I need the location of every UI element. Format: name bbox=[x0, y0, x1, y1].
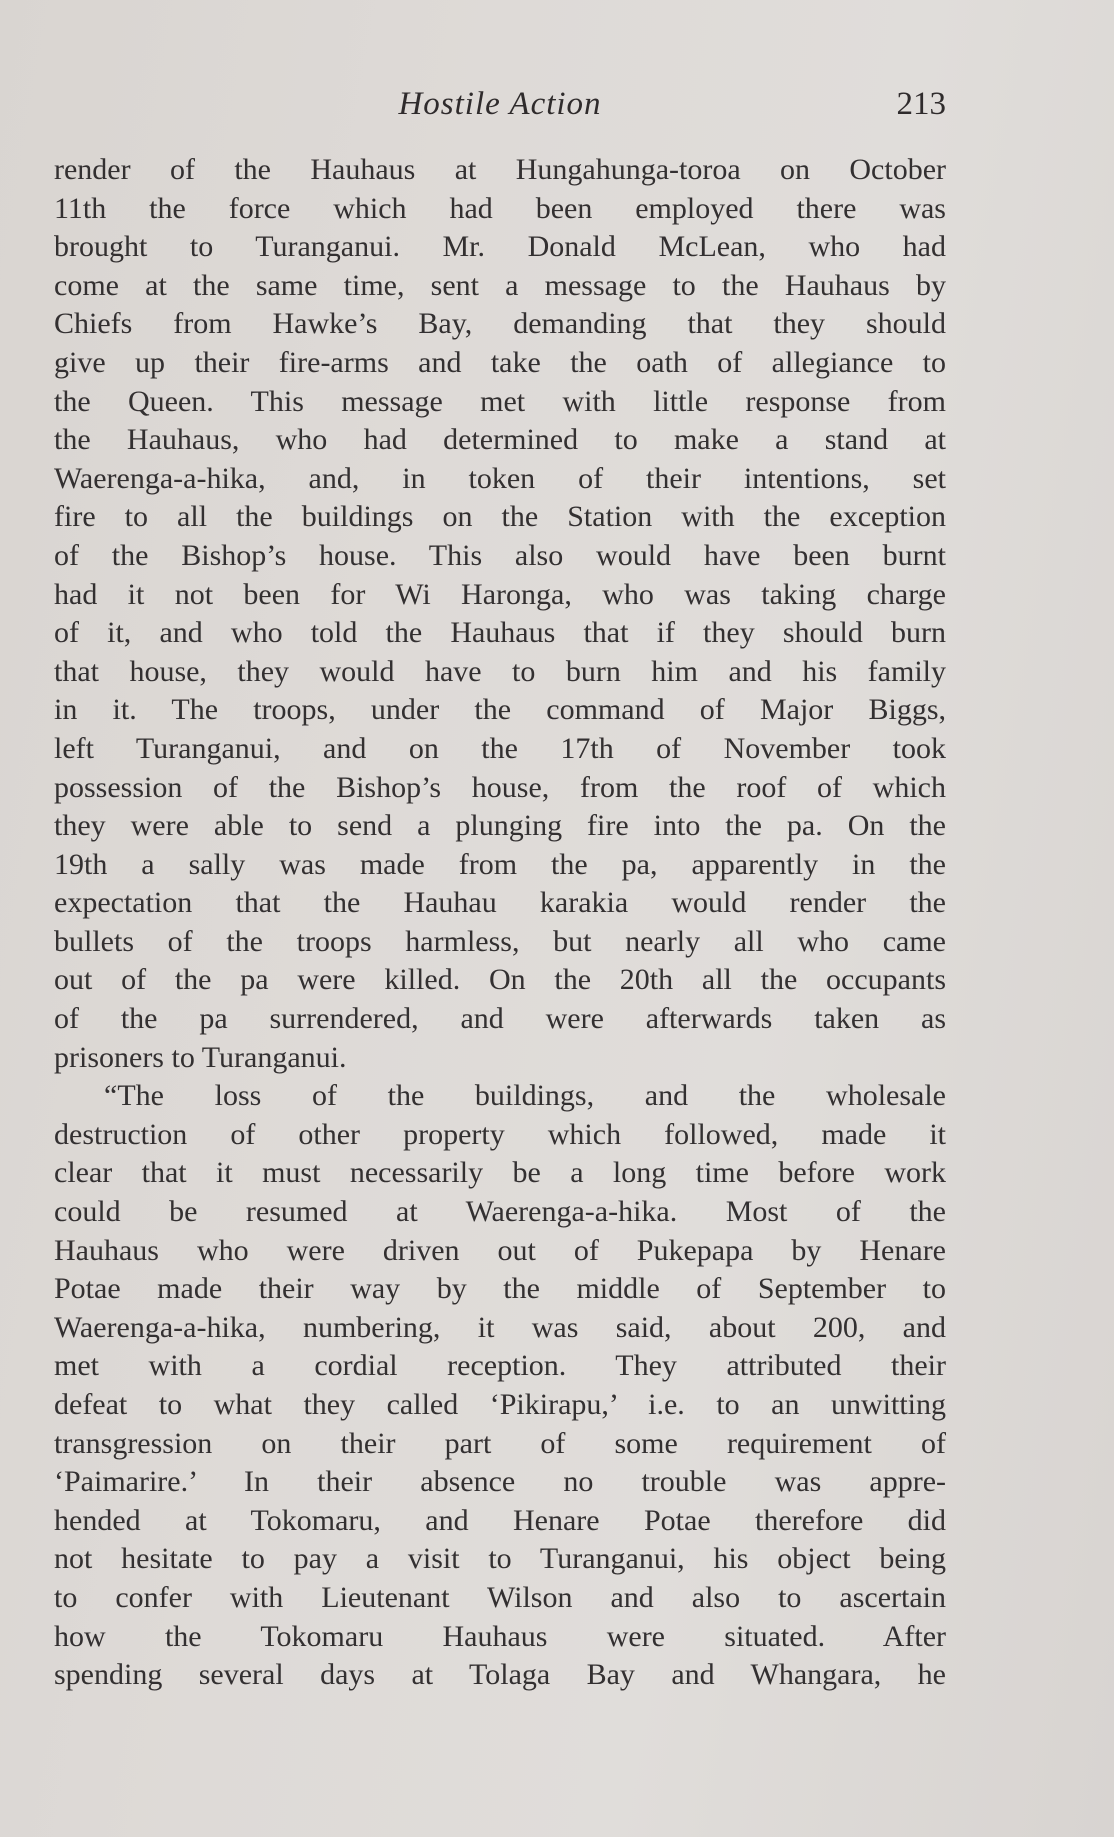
text-line: Waerenga-a-hika, numbering, it was said, about 200, and bbox=[54, 1310, 946, 1344]
text-line: that house, they would have to burn him and his family bbox=[54, 654, 946, 688]
text-line: had it not been for Wi Haronga, who was taking charge bbox=[54, 577, 946, 611]
text-line: destruction of other property which followed, made it bbox=[54, 1117, 946, 1151]
text-line: expectation that the Hauhau karakia would render the bbox=[54, 886, 946, 920]
text-line: 19th a sally was made from the pa, apparently in the bbox=[54, 847, 946, 881]
text-line: to confer with Lieutenant Wilson and also to ascertain bbox=[54, 1580, 946, 1614]
text-line: defeat to what they called ‘Pikirapu,’ i.e. to an unwitting bbox=[54, 1388, 946, 1421]
text-line: met with a cordial reception. They attributed their bbox=[54, 1349, 946, 1383]
page-number: 213 bbox=[896, 86, 946, 122]
running-title: Hostile Action bbox=[398, 86, 602, 122]
paragraph-start-line: “The loss of the buildings, and the wholesale bbox=[104, 1079, 946, 1113]
text-line: render of the Hauhaus at Hungahunga-toroa on October bbox=[54, 153, 946, 186]
text-line: Potae made their way by the middle of September to bbox=[54, 1272, 946, 1306]
text-line: the Queen. This message met with little response from bbox=[54, 384, 946, 418]
text-line: left Turanganui, and on the 17th of November took bbox=[54, 731, 946, 765]
paragraph-end-line: prisoners to Turanganui. bbox=[54, 1040, 347, 1074]
text-line: spending several days at Tolaga Bay and Whangara, he bbox=[54, 1658, 946, 1692]
text-line: out of the pa were killed. On the 20th all the occupants bbox=[54, 963, 946, 997]
text-line: ‘Paimarire.’ In their absence no trouble was appre- bbox=[54, 1465, 946, 1499]
text-line: brought to Turanganui. Mr. Donald McLean, who had bbox=[54, 230, 946, 264]
body-text bbox=[54, 151, 946, 1695]
text-line: in it. The troops, under the command of Major Biggs, bbox=[54, 693, 946, 727]
text-line: how the Tokomaru Hauhaus were situated. After bbox=[54, 1619, 946, 1653]
text-line: come at the same time, sent a message to the Hauhaus by bbox=[54, 268, 946, 302]
text-line: transgression on their part of some requirement of bbox=[54, 1426, 946, 1460]
text-line: of the Bishop’s house. This also would have been burnt bbox=[54, 538, 946, 572]
text-line: possession of the Bishop’s house, from the roof of which bbox=[54, 770, 946, 804]
text-line: the Hauhaus, who had determined to make a stand at bbox=[54, 423, 946, 457]
text-line: of the pa surrendered, and were afterwards taken as bbox=[54, 1002, 946, 1036]
text-line: Waerenga-a-hika, and, in token of their intentions, set bbox=[54, 461, 946, 495]
page-header bbox=[54, 86, 946, 130]
text-line: Chiefs from Hawke’s Bay, demanding that they should bbox=[54, 307, 946, 341]
text-line: not hesitate to pay a visit to Turanganui, his object being bbox=[54, 1542, 946, 1576]
text-line: of it, and who told the Hauhaus that if they should burn bbox=[54, 616, 946, 650]
text-line: could be resumed at Waerenga-a-hika. Most of the bbox=[54, 1195, 946, 1229]
text-line: they were able to send a plunging fire into the pa. On the bbox=[54, 809, 946, 843]
text-line: 11th the force which had been employed there was bbox=[54, 191, 946, 225]
text-line: give up their fire-arms and take the oath of allegiance to bbox=[54, 345, 946, 379]
text-line: bullets of the troops harmless, but nearly all who came bbox=[54, 924, 946, 958]
text-line: hended at Tokomaru, and Henare Potae therefore did bbox=[54, 1503, 946, 1537]
text-line: clear that it must necessarily be a long time before work bbox=[54, 1156, 946, 1190]
text-line: fire to all the buildings on the Station with the exception bbox=[54, 500, 946, 534]
text-line: Hauhaus who were driven out of Pukepapa by Henare bbox=[54, 1233, 946, 1267]
